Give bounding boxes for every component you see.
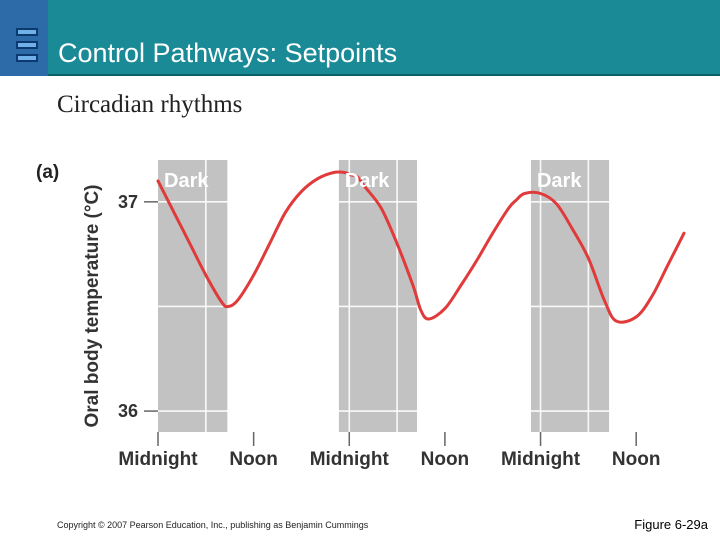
dark-band: [531, 160, 609, 432]
icon-bar-top: [16, 28, 38, 36]
x-tick-label: Noon: [229, 449, 278, 470]
y-axis-label: Oral body temperature (°C): [82, 184, 103, 428]
y-tick-label: 36: [117, 401, 138, 422]
icon-bar-bottom: [16, 54, 38, 62]
x-tick-label: Midnight: [500, 449, 581, 470]
x-tick-label: Noon: [611, 449, 661, 470]
title-bar: [0, 0, 720, 76]
panel-label: (a): [36, 162, 60, 183]
x-tick-label: Noon: [420, 449, 470, 470]
copyright-notice: Copyright © 2007 Pearson Education, Inc., publishing as Benjamin Cummings: [57, 520, 369, 530]
temperature-chart: [0, 140, 720, 480]
slide-subtitle: Circadian rhythms: [57, 91, 243, 118]
dark-band-label: Dark: [164, 170, 209, 192]
slide-title: Control Pathways: Setpoints: [58, 38, 398, 68]
icon-bar-middle: [16, 41, 38, 49]
dark-band-label: Dark: [344, 170, 390, 192]
x-tick-label: Midnight: [309, 449, 389, 470]
figure-label: Figure 6-29a: [634, 517, 708, 532]
y-tick-label: 37: [117, 191, 138, 212]
slide-icon: [0, 0, 48, 76]
dark-band-label: Dark: [536, 170, 582, 192]
x-tick-label: Midnight: [118, 449, 198, 470]
